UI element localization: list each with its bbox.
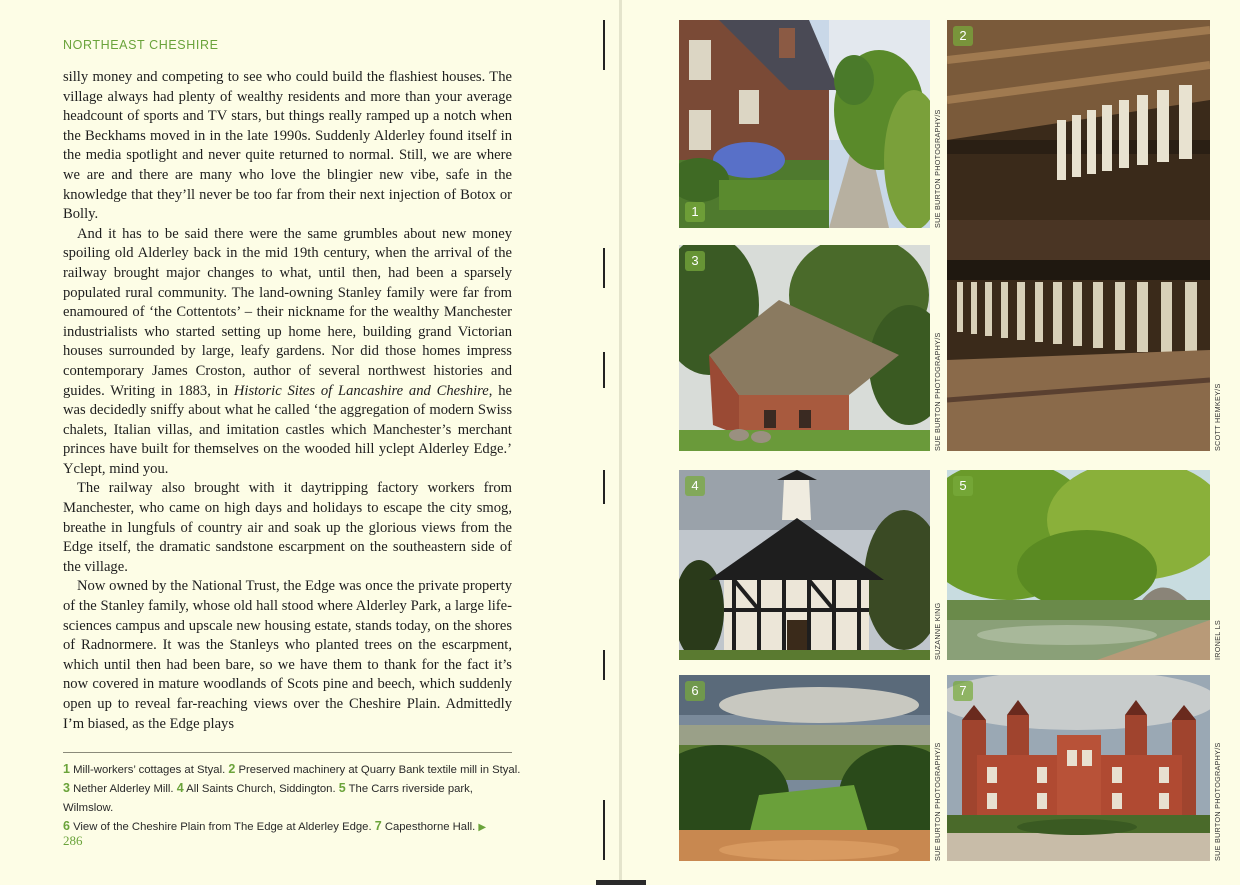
running-head: NORTHEAST CHESHIRE — [63, 38, 219, 52]
caption-number: 6 — [63, 819, 70, 834]
caption-number: 5 — [338, 781, 346, 796]
photo-cheshire-plain-view — [679, 675, 930, 861]
photo-mill-machinery — [947, 20, 1210, 451]
photo-the-carrs — [947, 470, 1210, 660]
photo-number-badge: 1 — [685, 202, 705, 222]
caption-text: Nether Alderley Mill. — [73, 783, 174, 796]
binding-edge-mark — [596, 880, 646, 885]
page-gutter — [619, 0, 622, 885]
paragraph-1 — [63, 68, 512, 225]
crop-mark — [603, 800, 605, 860]
caption-number: 2 — [228, 762, 236, 776]
photo-credit: SUE BURTON PHOTOGRAPHY/S — [1213, 742, 1222, 861]
caption-line-2 — [63, 779, 523, 817]
photo-cottages-styal — [679, 20, 930, 228]
crop-mark — [603, 20, 605, 70]
photo-credit: IRONEL LS — [1213, 620, 1222, 660]
crop-mark — [603, 650, 605, 680]
caption-number: 3 — [63, 781, 70, 796]
paragraph-text: And it has to be said there were the same grumbles about new money spoiling old Alderley back in the mid 19th century, when the arrival of the railway brought major changes to what, until then, had been a sparsely populated rural community. The land-owning Stanley family were far from enamoured of ‘the Cottentots’ – their nickname for the wealthy Manchester industrialists who started setting up home here, building grand Victorian houses surrounded by large, leafy gardens. Nor did those homes impress contemporary James Croston, author of several northwest histories and guides. Writing in 1883, in — [63, 225, 512, 399]
page-number: 286 — [63, 833, 83, 848]
photo-captions — [63, 760, 523, 838]
mill-image — [679, 245, 930, 451]
photo-credit: SCOTT HEMKEY/S — [1213, 383, 1222, 451]
paragraph-2 — [63, 225, 512, 480]
paragraph-4 — [63, 577, 512, 734]
photo-number-badge: 6 — [685, 681, 705, 701]
paragraph-text: The railway also brought with it daytripping factory workers from Manchester, who came on high days and holidays to escape the city smog, breathe in lungfuls of country air and soak up the glorious views from the Edge itself, the dramatic sandstone escarpment on the southeastern side of the village. — [63, 480, 512, 575]
paragraph-3 — [63, 479, 512, 577]
plain-view-image — [679, 675, 930, 861]
book-title-italic: Historic Sites of Lancashire and Cheshire — [233, 382, 489, 399]
hall-image — [947, 675, 1210, 861]
paragraph-text: , he was decidedly sniffy about what he called ‘the aggregation of modern Swiss chalets, Italian villas, and imitation castles which Manchester’s merchant princes have built for themselves on the wooded hill yclept Alderley Edge.’ Yclept, mind you. — [63, 382, 513, 477]
machinery-image — [947, 20, 1210, 451]
photo-credit: SUE BURTON PHOTOGRAPHY/S — [933, 109, 942, 228]
photo-credit: SUZANNE KING — [933, 602, 942, 660]
photo-number-badge: 5 — [953, 476, 973, 496]
photo-credit: SUE BURTON PHOTOGRAPHY/S — [933, 332, 942, 451]
crop-mark — [603, 248, 605, 288]
photo-credit: SUE BURTON PHOTOGRAPHY/S — [933, 742, 942, 861]
caption-number: 4 — [176, 781, 184, 796]
caption-line-1 — [63, 760, 523, 779]
caption-text: The Carrs riverside park, Wilmslow. — [63, 783, 473, 814]
church-image — [679, 470, 930, 660]
caption-line-3 — [63, 817, 523, 837]
caption-divider — [63, 752, 512, 753]
caption-number: 1 — [63, 762, 70, 776]
body-text — [63, 68, 512, 734]
photo-all-saints-church — [679, 470, 930, 660]
continue-arrow-icon: ▶ — [478, 822, 487, 834]
paragraph-text: Now owned by the National Trust, the Edge was once the private property of the Stanley family, whose old hall stood where Alderley Park, a large life-sciences campus and upscale new housing estate, stands today, on the shores of Radnormere. It was the Stanleys who planted trees on the escarpment, which until then had been bare, so we have them to thank for the fact it’s now covered in mature woodlands of Scots pine and beech, which suddenly open up to reveal far-reaching views over the Cheshire Plain. Admittedly I’m biased, as the Edge plays — [63, 578, 512, 732]
photo-capesthorne-hall — [947, 675, 1210, 861]
photo-number-badge: 2 — [953, 26, 973, 46]
crop-mark — [603, 352, 605, 388]
caption-text: View of the Cheshire Plain from The Edge at Alderley Edge. — [73, 821, 372, 834]
caption-text: Mill-workers’ cottages at Styal. — [73, 764, 226, 776]
photo-number-badge: 7 — [953, 681, 973, 701]
caption-number: 7 — [374, 819, 382, 834]
photo-number-badge: 3 — [685, 251, 705, 271]
photo-nether-alderley-mill — [679, 245, 930, 451]
caption-text: Capesthorne Hall. — [384, 821, 476, 834]
cottages-image — [679, 20, 930, 228]
caption-text: Preserved machinery at Quarry Bank textile mill in Styal. — [238, 764, 521, 776]
photo-number-badge: 4 — [685, 476, 705, 496]
carrs-image — [947, 470, 1210, 660]
crop-mark — [603, 470, 605, 504]
paragraph-text: silly money and competing to see who could build the flashiest houses. The village always had plenty of wealthy residents and more than your average headcount of sports and TV stars, but things really ramped up a notch when the Beckhams moved in in the late 1990s. Suddenly Alderley found itself in the media spotlight and never quite returned to normal. Still, we are where we are and there are many who love the blingier new vibe, safe in the knowledge that they’ll never be too far from their next injection of Botox or Bolly. — [63, 69, 512, 223]
caption-text: All Saints Church, Siddington. — [186, 783, 336, 796]
